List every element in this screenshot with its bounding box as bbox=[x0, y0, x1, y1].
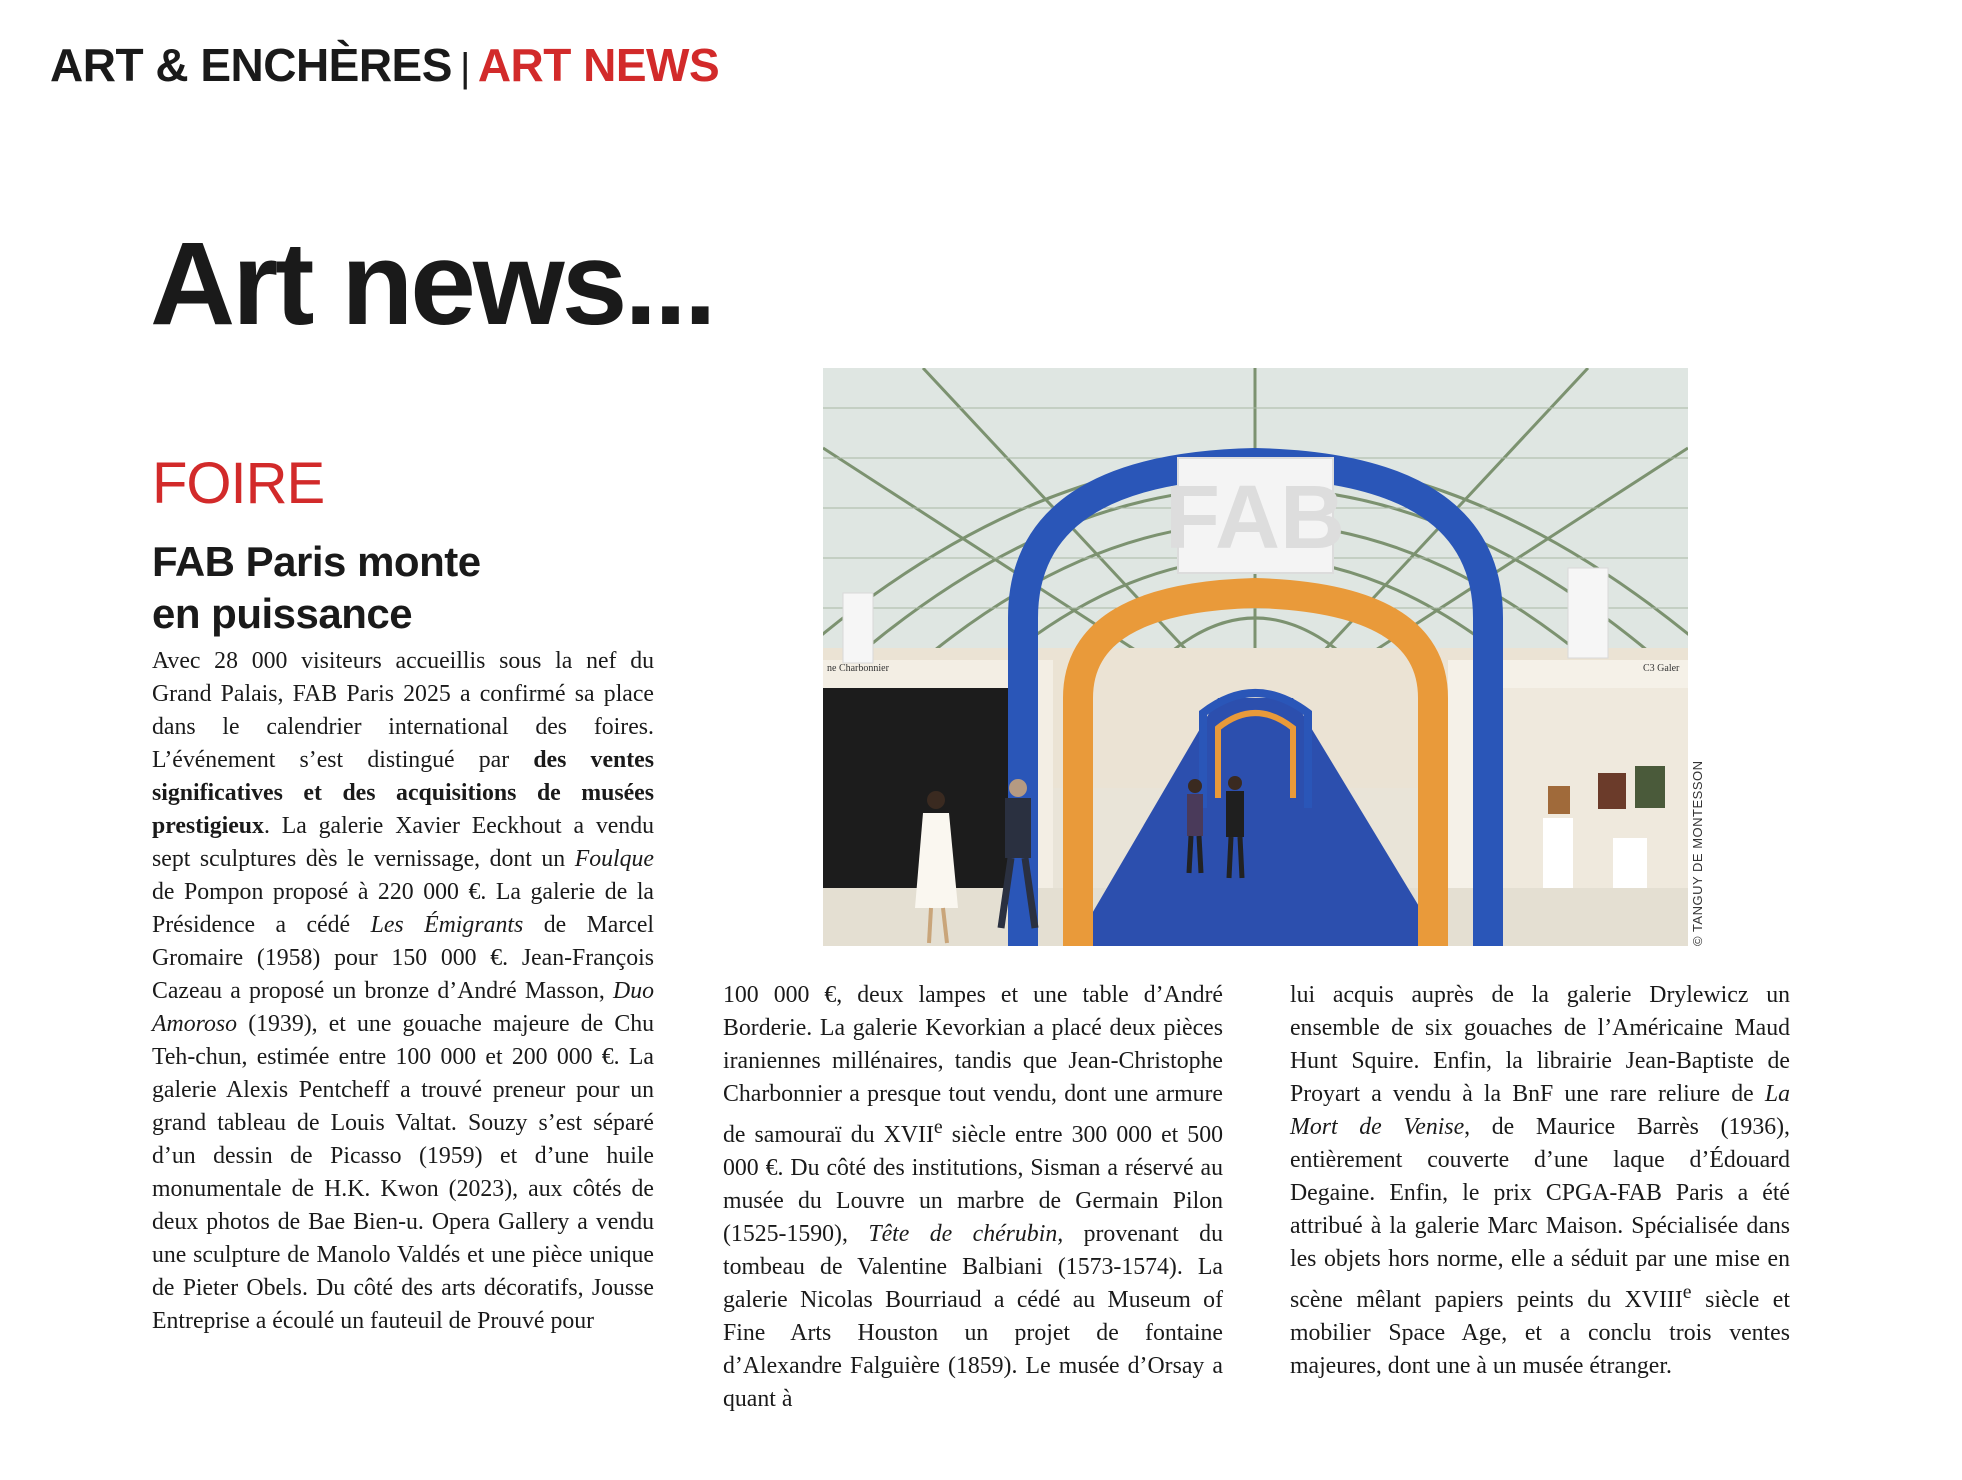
bold-run: des ventes significatives et des acquisitions de musées prestigieux bbox=[152, 747, 654, 839]
subsection-label: ART NEWS bbox=[477, 39, 720, 91]
pedestal bbox=[1543, 818, 1573, 888]
article-column-2 bbox=[723, 979, 1223, 1416]
italic-title: La Mort de Venise bbox=[1290, 1081, 1790, 1140]
text-run: siècle et mobilier Space Age, et a conclu trois ventes majeures, dont une à un musée étranger. bbox=[1290, 1286, 1790, 1379]
italic-title: Duo Amoroso bbox=[152, 978, 654, 1037]
headline-line-1: FAB Paris monte bbox=[152, 538, 481, 585]
text-run: Avec 28 000 visiteurs accueillis sous la nef du Grand Palais, FAB Paris 2025 a confirmé sa place dans le calendrier international des foires. L’événement s’est distingué par bbox=[152, 648, 654, 773]
text-run: de Pompon proposé à 220 000 €. La galerie de la Présidence a cédé bbox=[152, 879, 654, 938]
article-column-3 bbox=[1290, 979, 1790, 1383]
painting bbox=[1635, 766, 1665, 808]
text-run: siècle entre 300 000 et 500 000 €. Du côté des institutions, Sisman a réservé au musée du Louvre un marbre de Germain Pilon (1525-1590), bbox=[723, 1121, 1223, 1247]
text-run: de Marcel Gromaire (1958) pour 150 000 €. Jean-François Cazeau a proposé un bronze d’André Masson, bbox=[152, 912, 654, 1004]
photo-credit: © TANGUY DE MONTESSON bbox=[1690, 760, 1705, 946]
header-separator: | bbox=[459, 46, 470, 90]
booth-right-sign: C3 Galer bbox=[1643, 663, 1680, 674]
text-run: provenant du tombeau de Valentine Balbiani (1573-1574). La galerie Nicolas Bourriaud a cédé au Museum of Fine Arts Houston un projet de fontaine d’Alexandre Falguière (1859). Le musée d’Orsay a quant à bbox=[723, 1220, 1223, 1412]
superscript: e bbox=[933, 1116, 943, 1138]
headline-line-2: en puissance bbox=[152, 590, 413, 637]
painting bbox=[1598, 773, 1626, 809]
grand-palais-illustration bbox=[823, 368, 1688, 946]
article-column-1 bbox=[152, 645, 654, 1338]
fab-sign-text: FAB bbox=[1165, 468, 1345, 568]
text-run: lui acquis auprès de la galerie Drylewicz un ensemble de six gouaches de l’Américaine Maud Hunt Squire. Enfin, la librairie Jean-Baptiste de Proyart a vendu à la BnF une rare reliure de bbox=[1290, 982, 1790, 1107]
italic-title: Foulque bbox=[574, 846, 654, 872]
italic-title: Les Émigrants bbox=[370, 912, 524, 938]
white-sculpture bbox=[843, 593, 873, 663]
article-headline bbox=[152, 536, 672, 640]
article-kicker: FOIRE bbox=[152, 451, 325, 516]
text-run: . La galerie Xavier Eeckhout a vendu sept sculptures dès le vernissage, dont un bbox=[152, 813, 654, 872]
text-run: 100 000 €, deux lampes et une table d’André Borderie. La galerie Kevorkian a placé deux pièces iraniennes millénaires, tandis que Jean-Christophe Charbonnier a presque tout vendu, dont une armure de samouraï du XVII bbox=[723, 982, 1223, 1148]
section-header bbox=[50, 38, 719, 92]
page-title: Art news... bbox=[150, 218, 714, 350]
text-run: , de Maurice Barrès (1936), entièrement couverte d’une laque d’Édouard Degaine. Enfin, le prix CPGA-FAB Paris a été attribué à la galerie Marc Maison. Spécialisée dans les objets hors norme, elle a séduit par une mise en scène mêlant papiers peints du XVIII bbox=[1290, 1114, 1790, 1313]
fair-photo bbox=[823, 368, 1688, 946]
italic-title: Tête de chérubin, bbox=[868, 1220, 1064, 1247]
left-booth-interior bbox=[823, 688, 1013, 888]
painting bbox=[1548, 786, 1570, 814]
booth-left-sign: ne Charbonnier bbox=[827, 663, 889, 674]
superscript: e bbox=[1682, 1281, 1692, 1303]
white-sculpture bbox=[1568, 568, 1608, 658]
text-run: (1939), et une gouache majeure de Chu Teh-chun, estimée entre 100 000 et 200 000 €. La galerie Alexis Pentcheff a trouvé preneur pour un grand tableau de Louis Valtat. Souzy s’est séparé d’un dessin de Picasso (1959) et d’une huile monumentale de H.K. Kwon (2023), aux côtés de deux photos de Bae Bien-u. Opera Gallery a vendu une sculpture de Manolo Valdés et une pièce unique de Pieter Obels. Du côté des arts décoratifs, Jousse Entreprise a écoulé un fauteuil de Prouvé pour bbox=[152, 1011, 654, 1334]
section-label: ART & ENCHÈRES bbox=[50, 39, 452, 91]
